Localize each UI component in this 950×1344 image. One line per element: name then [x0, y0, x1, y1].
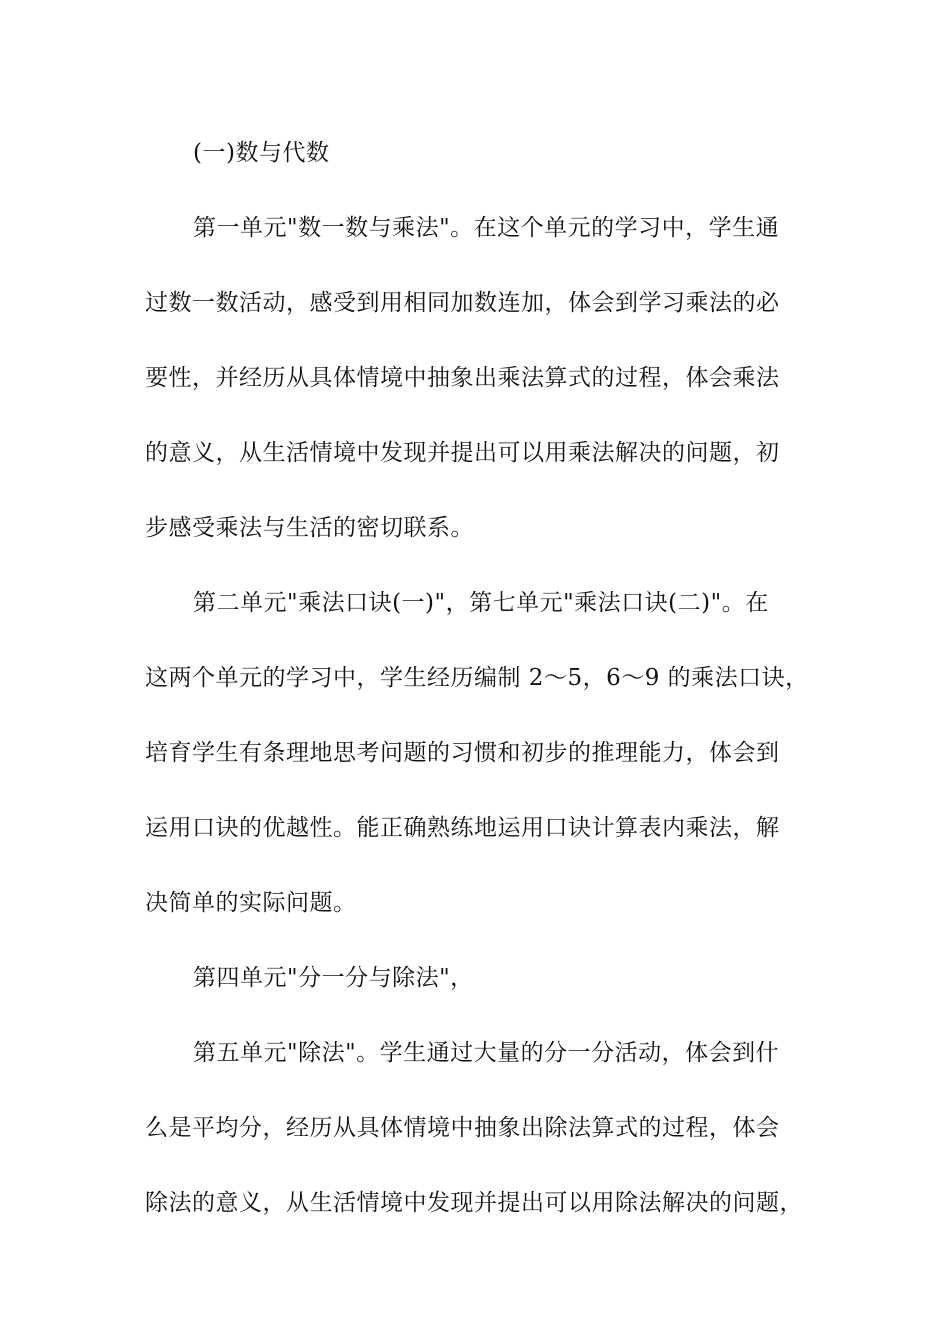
paragraph-line: 第一单元"数一数与乘法"。在这个单元的学习中，学生通 [193, 215, 780, 241]
paragraph-line: 步感受乘法与生活的密切联系。 [145, 515, 474, 541]
paragraph-line: 第二单元"乘法口诀(一)"，第七单元"乘法口诀(二)"。在 [193, 590, 769, 616]
paragraph-line: 么是平均分，经历从具体情境中抽象出除法算式的过程，体会 [145, 1115, 780, 1141]
paragraph-line: 要性，并经历从具体情境中抽象出乘法算式的过程，体会乘法 [145, 365, 780, 391]
paragraph-line: 的意义，从生活情境中发现并提出可以用乘法解决的问题，初 [145, 440, 780, 466]
paragraph-line: 除法的意义，从生活情境中发现并提出可以用除法解决的问题， [145, 1190, 803, 1216]
paragraph-line: 这两个单元的学习中，学生经历编制 2～5，6～9 的乘法口诀， [145, 665, 809, 691]
paragraph-line: 运用口诀的优越性。能正确熟练地运用口诀计算表内乘法，解 [145, 815, 780, 841]
paragraph-line: 第四单元"分一分与除法"， [193, 965, 474, 991]
section-heading: (一)数与代数 [193, 140, 330, 166]
paragraph-line: 第五单元"除法"。学生通过大量的分一分活动，体会到什 [193, 1040, 780, 1066]
paragraph-line: 培育学生有条理地思考问题的习惯和初步的推理能力，体会到 [145, 740, 780, 766]
paragraph-line: 过数一数活动，感受到用相同加数连加，体会到学习乘法的必 [145, 290, 780, 316]
paragraph-line: 决简单的实际问题。 [145, 890, 357, 916]
